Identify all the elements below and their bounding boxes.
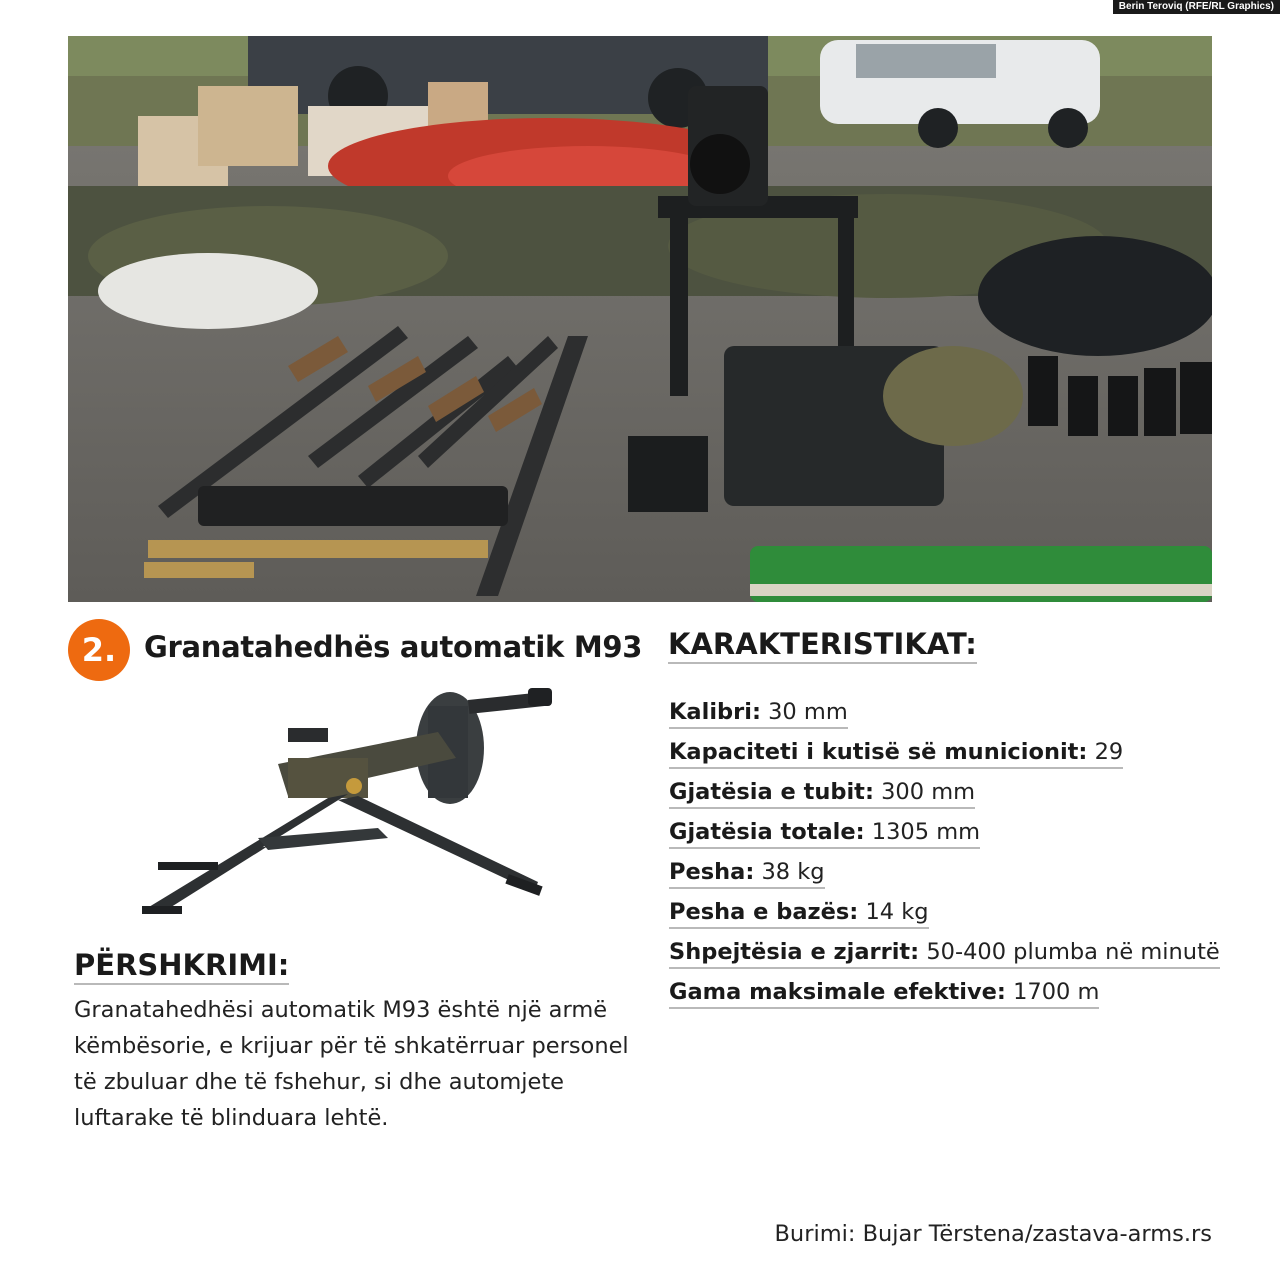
spec-value: 14 kg	[858, 899, 929, 925]
characteristics-heading: KARAKTERISTIKAT:	[668, 627, 977, 664]
spec-value: 1700 m	[1005, 979, 1100, 1005]
spec-value: 50-400 plumba në minutë	[919, 939, 1220, 965]
spec-barrel-length	[669, 776, 975, 816]
spec-base-weight	[669, 896, 929, 936]
item-number-badge: 2.	[68, 619, 130, 681]
spec-label: Kalibri:	[669, 699, 761, 725]
spec-value: 29	[1087, 739, 1124, 765]
spec-rate-of-fire	[669, 936, 1220, 976]
characteristics-list	[669, 696, 1220, 1016]
spec-label: Gjatësia e tubit:	[669, 779, 874, 805]
photo-credit: Berin Teroviq (RFE/RL Graphics)	[1113, 0, 1280, 14]
spec-value: 300 mm	[873, 779, 976, 805]
spec-label: Kapaciteti i kutisë së municionit:	[669, 739, 1088, 765]
spec-label: Pesha e bazës:	[669, 899, 859, 925]
spec-ammo-box-capacity	[669, 736, 1123, 776]
spec-label: Gama maksimale efektive:	[669, 979, 1006, 1005]
seized-weapons-photo	[68, 36, 1212, 602]
spec-label: Gjatësia totale:	[669, 819, 865, 845]
source-note: Burimi: Bujar Tërstena/zastava-arms.rs	[774, 1221, 1212, 1247]
spec-value: 30 mm	[760, 699, 848, 725]
spec-weight	[669, 856, 825, 896]
description-heading: PËRSHKRIMI:	[74, 948, 289, 985]
m93-launcher-image	[138, 678, 558, 930]
spec-label: Pesha:	[669, 859, 755, 885]
spec-value: 38 kg	[754, 859, 825, 885]
spec-max-effective-range	[669, 976, 1099, 1016]
spec-caliber	[669, 696, 848, 736]
description-text: Granatahedhësi automatik M93 është një armë këmbësorie, e krijuar për të shkatërruar personel të zbuluar dhe të fshehur, si dhe automjete luftarake të blinduara lehtë.	[74, 997, 629, 1131]
spec-total-length	[669, 816, 980, 856]
spec-label: Shpejtësia e zjarrit:	[669, 939, 920, 965]
weapon-title: Granatahedhës automatik M93	[144, 630, 643, 664]
spec-value: 1305 mm	[864, 819, 981, 845]
